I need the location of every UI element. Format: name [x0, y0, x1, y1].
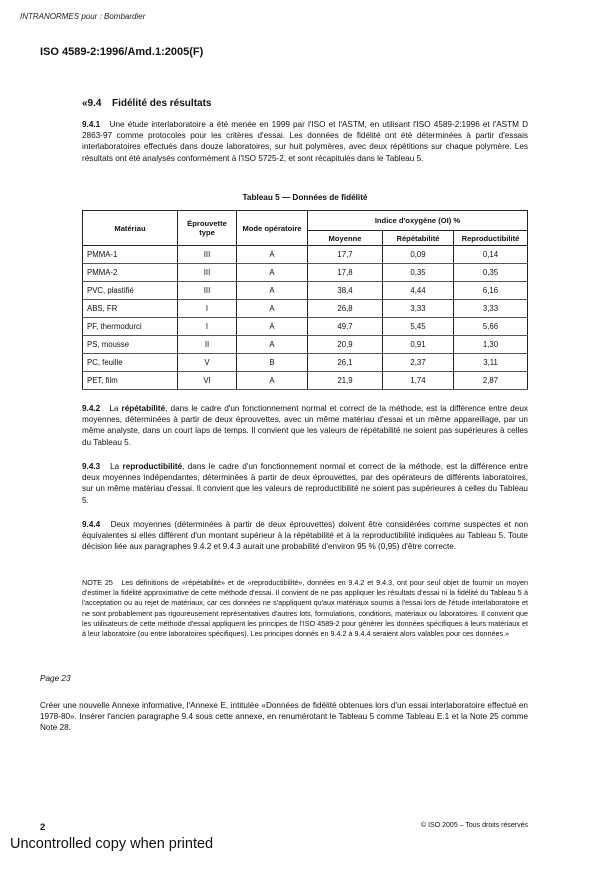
- cell-materiau: PET, film: [83, 372, 178, 390]
- section-title: [82, 98, 211, 109]
- intranormes-header: INTRANORMES pour : Bombardier: [20, 12, 146, 21]
- cell-repetabilite: 0,09: [383, 246, 454, 264]
- table-row: [83, 372, 528, 390]
- standard-reference: ISO 4589-2:1996/Amd.1:2005(F): [40, 46, 204, 58]
- cell-eprouvette: III: [178, 264, 237, 282]
- paragraph-text: Deux moyennes (déterminées à partir de deux éprouvettes) doivent être considérées comme suspectes et non équivalentes si elles diffèrent d'un montant supérieur à la répétabilité et à la reproductibilité indiquées au Tableau 5. Toute décision liée aux paragraphes 9.4.2 et 9.4.3 aurait une probabilité d'environ 95 % (0,95) d'être correcte.: [82, 520, 528, 552]
- table-row: [83, 300, 528, 318]
- cell-mode: A: [237, 264, 308, 282]
- table-row: [83, 246, 528, 264]
- page-reference: Page 23: [40, 674, 71, 683]
- cell-reproductibilite: 2,87: [454, 372, 528, 390]
- cell-repetabilite: 0,91: [383, 336, 454, 354]
- cell-reproductibilite: 1,30: [454, 336, 528, 354]
- paragraph-number: 9.4.2: [82, 404, 101, 413]
- table-row: [83, 264, 528, 282]
- table-row: [83, 354, 528, 372]
- cell-mode: A: [237, 282, 308, 300]
- cell-repetabilite: 1,74: [383, 372, 454, 390]
- uncontrolled-copy-stamp: Uncontrolled copy when printed: [10, 836, 214, 852]
- col-header-indice: Indice d'oxygène (OI) %: [308, 211, 528, 231]
- cell-reproductibilite: 6,16: [454, 282, 528, 300]
- term-repetabilite: répétabilité: [121, 404, 166, 413]
- annex-instruction: Créer une nouvelle Annexe informative, l'Annexe E, intitulée «Données de fidélité obtenues lors d'un essai interlaboratoire effectué en 1978-80». Insérer l'ancien paragraphe 9.4 sous cette annexe, en renumérotant le Tableau 5 comme Tableau E.1 et la Note 25 comme Note 28.: [40, 701, 528, 733]
- note-label: NOTE 25: [82, 578, 113, 587]
- section-number: «9.4: [82, 98, 102, 109]
- cell-eprouvette: V: [178, 354, 237, 372]
- col-header-materiau: Matériau: [83, 211, 178, 246]
- cell-mode: A: [237, 336, 308, 354]
- cell-eprouvette: VI: [178, 372, 237, 390]
- table-row: [83, 282, 528, 300]
- col-header-moyenne: Moyenne: [308, 231, 383, 246]
- cell-moyenne: 49,7: [308, 318, 383, 336]
- table-caption: Tableau 5 — Données de fidélité: [242, 193, 368, 202]
- cell-materiau: PF, thermodurci: [83, 318, 178, 336]
- cell-repetabilite: 5,45: [383, 318, 454, 336]
- paragraph-9-4-3: [82, 461, 528, 506]
- page-number: 2: [40, 822, 46, 833]
- cell-eprouvette: I: [178, 318, 237, 336]
- paragraph-text: , dans le cadre d'un fonctionnement normal et correct de la méthode, est la différence entre deux moyennes, déterminées à partir de deux éprouvettes, avec un même matériau d'essai et un même appareillage, par un même analyste, dans un court laps de temps. Il convient que les valeurs de répétabilité ne soient pas supérieures à celles du Tableau 5.: [82, 404, 529, 447]
- cell-eprouvette: I: [178, 300, 237, 318]
- paragraph-text-pre: La: [109, 404, 119, 413]
- cell-repetabilite: 4,44: [383, 282, 454, 300]
- cell-mode: A: [237, 372, 308, 390]
- paragraph-number: 9.4.4: [82, 520, 101, 529]
- paragraph-9-4-2: [82, 403, 528, 448]
- cell-eprouvette: III: [178, 246, 237, 264]
- table-row: [83, 336, 528, 354]
- note-25: [82, 578, 528, 639]
- cell-eprouvette: II: [178, 336, 237, 354]
- paragraph-text-pre: La: [110, 462, 120, 471]
- paragraph-9-4-4: [82, 519, 528, 553]
- copyright-notice: © ISO 2005 – Tous droits réservés: [421, 822, 528, 829]
- cell-materiau: PC, feuille: [83, 354, 178, 372]
- cell-reproductibilite: 0,14: [454, 246, 528, 264]
- cell-materiau: PS, mousse: [83, 336, 178, 354]
- note-text: Les définitions de «répétabilité» et de «reproductibilité», données en 9.4.2 et 9.4.3, ont pour seul objet de fournir un moyen d'estimer la fidélité approximative de cette méthode d'essai. Il convient de ne pas appliquer les résultats d'essai ni la fidélité du Tableau 5 à l'acceptation ou au rejet de matériaux, car ces données ne s'appliquent qu'aux matériaux soumis à l'essai lors de l'étude interlaboratoire et ne sont probablement pas rigoureusement représentatives d'autres lots, formulations, conditions, matériaux ou laboratoires. Il convient que les utilisateurs de cette méthode d'essai appliquent les principes de l'ISO 4589-2 pour générer les données spécifiques à leurs matériaux et à leur laboratoire (ou entre laboratoires spécifiques). Les principes donnés en 9.4.2 à 9.4.4 seraient alors valables pour ces données.»: [82, 578, 528, 639]
- cell-reproductibilite: 3,11: [454, 354, 528, 372]
- col-header-reproductibilite: Reproductibilité: [454, 231, 528, 246]
- cell-materiau: PVC, plastifié: [83, 282, 178, 300]
- cell-materiau: PMMA-2: [83, 264, 178, 282]
- cell-repetabilite: 3,33: [383, 300, 454, 318]
- cell-reproductibilite: 5,66: [454, 318, 528, 336]
- paragraph-number: 9.4.3: [82, 462, 101, 471]
- cell-repetabilite: 2,37: [383, 354, 454, 372]
- cell-reproductibilite: 3,33: [454, 300, 528, 318]
- cell-mode: A: [237, 246, 308, 264]
- cell-mode: A: [237, 300, 308, 318]
- precision-data-table: [82, 210, 528, 390]
- cell-moyenne: 20,9: [308, 336, 383, 354]
- cell-moyenne: 17,7: [308, 246, 383, 264]
- cell-moyenne: 21,9: [308, 372, 383, 390]
- cell-eprouvette: III: [178, 282, 237, 300]
- col-header-mode: Mode opératoire: [237, 211, 308, 246]
- cell-moyenne: 38,4: [308, 282, 383, 300]
- col-header-eprouvette: Éprouvette type: [178, 211, 237, 246]
- term-reproductibilite: reproductibilité: [122, 462, 183, 471]
- cell-moyenne: 17,8: [308, 264, 383, 282]
- section-title-text: Fidélité des résultats: [112, 98, 212, 109]
- paragraph-text: Une étude interlaboratoire a été menée en 1999 par l'ISO et l'ASTM, en utilisant l'ISO 4589-2:1996 et l'ASTM D 2863-97 comme protocoles pour les critères d'essai. Les données de fidélité ont été déterminées à partir d'essais interlaboratoires effectués dans douze laboratoires, sur huit polymères, avec deux répétitions sur chaque polymère. Les résultats ont été analysés conformément à l'ISO 5725-2, et sont récapitulés dans le Tableau 5.: [82, 120, 528, 163]
- cell-repetabilite: 0,35: [383, 264, 454, 282]
- cell-reproductibilite: 0,35: [454, 264, 528, 282]
- cell-moyenne: 26,1: [308, 354, 383, 372]
- cell-mode: B: [237, 354, 308, 372]
- cell-materiau: ABS, FR: [83, 300, 178, 318]
- paragraph-number: 9.4.1: [82, 120, 101, 129]
- cell-moyenne: 26,8: [308, 300, 383, 318]
- cell-mode: A: [237, 318, 308, 336]
- paragraph-9-4-1: [82, 119, 528, 164]
- cell-materiau: PMMA-1: [83, 246, 178, 264]
- col-header-repetabilite: Répétabilité: [383, 231, 454, 246]
- paragraph-text: , dans le cadre d'un fonctionnement normal et correct de la méthode, est la différence entre deux moyennes indépendantes, déterminées à partir de deux éprouvettes, par des opérateurs de différents laboratoires, sur un même matériau d'essai. Il convient que les valeurs de reproductibilité ne soient pas supérieures à celles du Tableau 5.: [82, 462, 528, 505]
- table-row: [83, 318, 528, 336]
